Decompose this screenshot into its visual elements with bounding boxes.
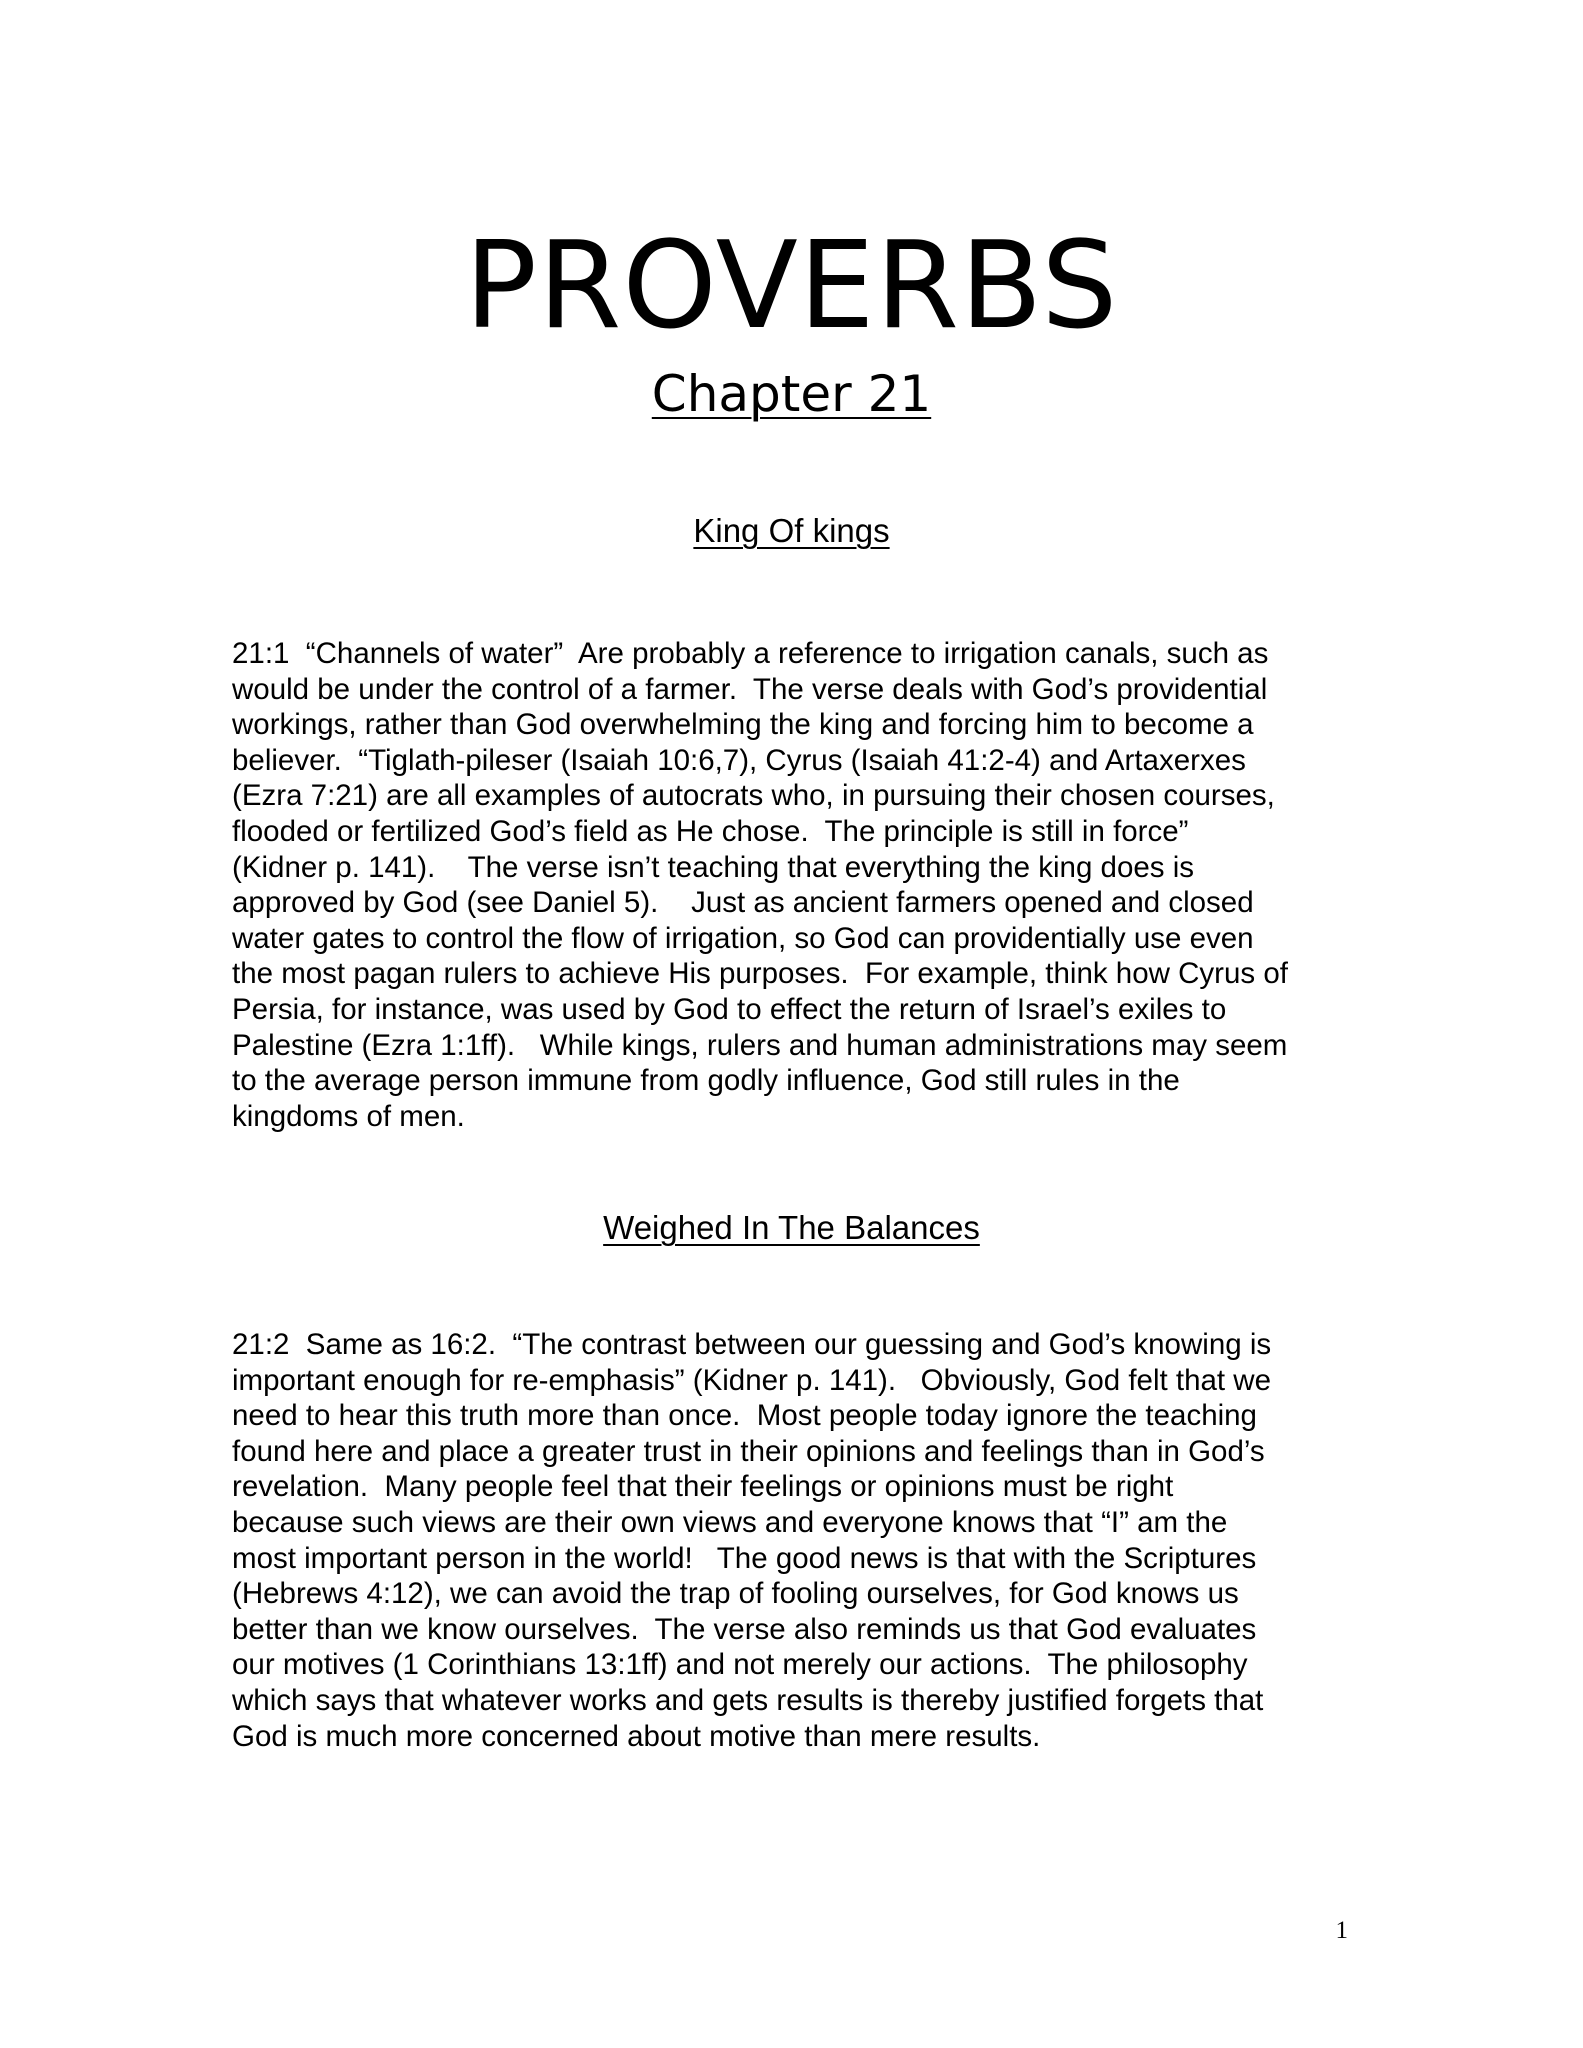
page-number: 1 [1335,1917,1348,1944]
chapter-heading: Chapter 21 [651,365,932,423]
section-body-weighed-in-the-balances: 21:2 Same as 16:2. “The contrast between our guessing and God’s knowing is important enough for re-emphasis” (Kidner p. 141). Obviously, God felt that we need to hear this truth more than once. Most people today ignore the teaching found here and place a greater trust in their opinions and feelings than in God’s revelation. Many people feel that their feelings or opinions must be right because such views are their own views and everyone knows that “I” am the most important person in the world! The good news is that with the Scriptures (Hebrews 4:12), we can avoid the trap of fooling ourselves, for God knows us better than we know ourselves. The verse also reminds us that God evaluates our motives (1 Corinthians 13:1ff) and not merely our actions. The philosophy which says that whatever works and gets results is thereby justified forgets that God is much more concerned about motive than mere results. [232,1328,1272,1753]
section-heading-weighed-in-the-balances: Weighed In The Balances [603,1209,980,1246]
section-body-king-of-kings: 21:1 “Channels of water” Are probably a reference to irrigation canals, such as would be under the control of a farmer. The verse deals with God’s providential workings, rather than God overwhelming the king and forcing him to become a believer. “Tiglath-pileser (Isaiah 10:6,7), Cyrus (Isaiah 41:2-4) and Artaxerxes (Ezra 7:21) are all examples of autocrats who, in pursuing their chosen courses, flooded or fertilized God’s field as He chose. The principle is still in force” (Kidner p. 141). The verse isn’t teaching that everything the king does is approved by God (see Daniel 5). Just as ancient farmers opened and closed water gates to control the flow of irrigation, so God can providentially use even the most pagan rulers to achieve His purposes. For example, think how Cyrus of Persia, for instance, was used by God to effect the return of Israel’s exiles to Palestine (Ezra 1:1ff). While kings, rulers and human administrations may seem to the average person immune from godly influence, God still rules in the kingdoms of men. [232,637,1288,1133]
section-heading-king-of-kings: King Of kings [693,512,890,549]
document-title: PROVERBS [464,217,1119,356]
